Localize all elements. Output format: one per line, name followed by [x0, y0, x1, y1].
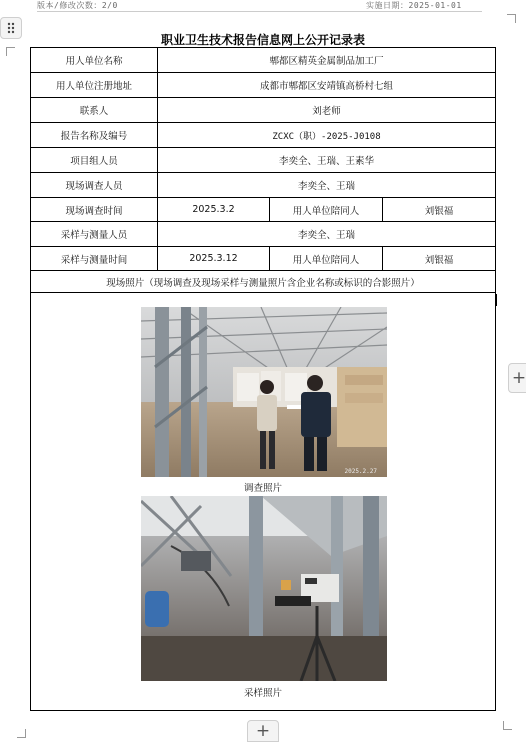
sampling-photo-caption: 采样照片 — [243, 688, 282, 699]
header-divider — [37, 11, 482, 12]
plus-icon: + — [255, 720, 271, 741]
sampling-photo-image — [141, 496, 387, 681]
table-row — [31, 98, 495, 123]
sampling-photo — [141, 496, 387, 681]
add-column-button[interactable] — [508, 363, 526, 393]
page-corner-mark — [6, 47, 15, 56]
survey-photo-image — [141, 307, 387, 477]
row-value: ZCXC（职）-2025-J0108 — [272, 131, 381, 142]
page-corner-mark — [17, 729, 26, 738]
record-table — [30, 47, 496, 711]
drag-handle-icon — [7, 22, 15, 34]
row-label: 采样与测量时间 — [31, 247, 158, 270]
table-row — [31, 198, 495, 222]
row-value: 郫都区精英金属制品加工厂 — [269, 56, 384, 67]
survey-date: 2025.3.2 — [158, 198, 270, 221]
version-text: 版本/修改次数：2/0 — [37, 1, 118, 10]
table-row — [31, 173, 495, 198]
effective-date-text: 实施日期：2025-01-01 — [366, 1, 462, 10]
accompany-label: 用人单位陪同人 — [270, 247, 383, 270]
photo-timestamp: 2025.2.27 — [344, 468, 377, 475]
accompany-label: 用人单位陪同人 — [270, 198, 383, 221]
photos-area — [31, 293, 495, 710]
table-row — [31, 123, 495, 148]
row-label: 现场调查时间 — [31, 198, 158, 221]
table-row — [31, 48, 495, 73]
survey-photo-caption: 调查照片 — [243, 483, 282, 494]
table-row — [31, 222, 495, 247]
row-label: 用人单位注册地址 — [31, 73, 158, 97]
row-label: 用人单位名称 — [31, 48, 158, 72]
accompany-value: 刘银福 — [424, 205, 454, 217]
table-row — [31, 271, 495, 293]
plus-icon: + — [511, 367, 526, 388]
row-label: 采样与测量人员 — [31, 222, 158, 246]
document-title: 职业卫生技术报告信息网上公开记录表 — [160, 33, 365, 47]
row-value: 李奕全、王瑞 — [297, 230, 355, 241]
row-label: 报告名称及编号 — [31, 123, 158, 147]
row-value: 刘老师 — [312, 106, 341, 117]
survey-photo — [141, 307, 387, 477]
row-label: 联系人 — [31, 98, 158, 122]
row-value: 李奕全、王瑞 — [297, 181, 355, 192]
table-row — [31, 247, 495, 271]
sampling-date: 2025.3.12 — [158, 247, 270, 270]
page-corner-mark — [503, 721, 512, 730]
table-edge-marker — [495, 294, 497, 306]
photos-heading: 现场照片（现场调查及现场采样与测量照片含企业名称或标识的合影照片） — [106, 277, 420, 289]
page-corner-mark — [507, 14, 516, 23]
row-value: 成都市郫都区安靖镇高桥村七组 — [259, 81, 393, 92]
table-row — [31, 73, 495, 98]
drag-handle-button[interactable] — [0, 17, 22, 39]
row-value: 李奕全、王瑞、王素华 — [278, 156, 374, 167]
row-label: 现场调查人员 — [31, 173, 158, 197]
accompany-value: 刘银福 — [424, 254, 454, 266]
table-row — [31, 148, 495, 173]
row-label: 项目组人员 — [31, 148, 158, 172]
